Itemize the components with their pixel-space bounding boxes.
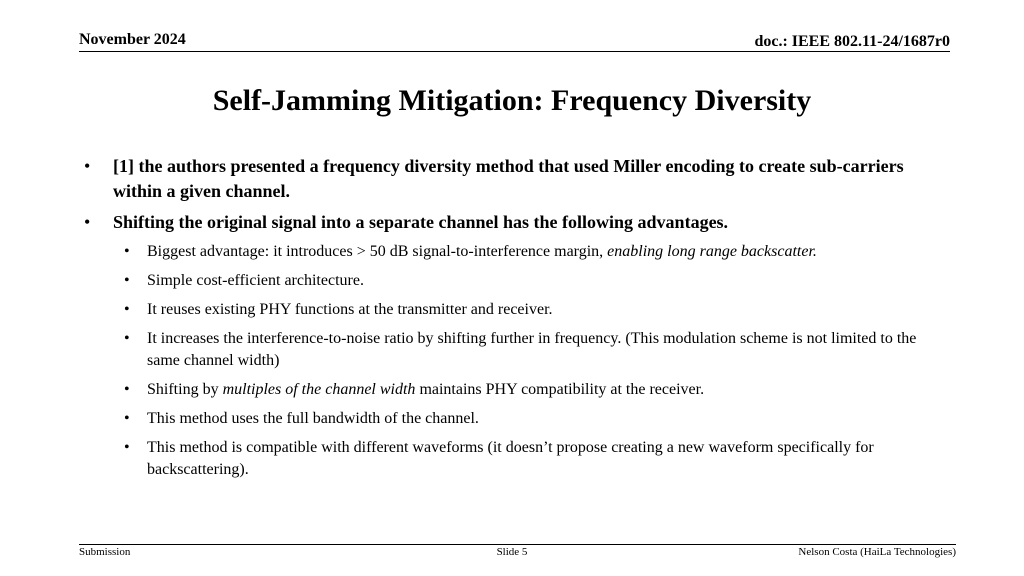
bullet-level2	[84, 379, 950, 401]
header-doc-id: doc.: IEEE 802.11-24/1687r0	[754, 33, 950, 50]
bullet-dot: •	[124, 410, 130, 427]
header-date: November 2024	[79, 31, 186, 48]
bullet-level2	[84, 299, 950, 321]
bullet-emphasis: multiples of the channel width	[222, 381, 416, 398]
bullet-text: Simple cost-efficient architecture.	[147, 272, 364, 289]
bullet-level2	[84, 408, 950, 430]
bullet-dot: •	[124, 439, 130, 456]
bullet-dot: •	[124, 301, 130, 318]
bullet-text: This method is compatible with different waveforms (it doesn’t propose creating a new waveform specifically for backscattering).	[147, 439, 874, 478]
bullet-text: maintains PHY compatibility at the receiver.	[415, 381, 705, 398]
bullet-emphasis: enabling long range backscatter.	[607, 243, 817, 260]
bullet-text: It reuses existing PHY functions at the transmitter and receiver.	[147, 301, 553, 318]
bullet-level2	[84, 437, 950, 481]
bullet-dot: •	[124, 272, 130, 289]
bullet-text: Biggest advantage: it introduces > 50 dB signal-to-interference margin,	[147, 243, 608, 260]
bullet-text: Shifting by	[147, 381, 223, 398]
bullet-dot: •	[84, 212, 91, 232]
bullet-text: [1] the authors presented a frequency diversity method that used Miller encoding to create sub-carriers within a given channel.	[113, 156, 904, 201]
bullet-level1	[84, 154, 950, 204]
bullet-text: This method uses the full bandwidth of the channel.	[147, 410, 479, 427]
footer-submission: Submission	[79, 546, 131, 558]
bullet-level2	[84, 270, 950, 292]
slide-title: Self-Jamming Mitigation: Frequency Diversity	[212, 84, 812, 117]
bullet-level1	[84, 210, 950, 235]
footer-divider	[79, 544, 956, 545]
bullet-dot: •	[124, 330, 130, 347]
bullet-text: It increases the interference-to-noise ratio by shifting further in frequency. (This modulation scheme is not limited to the same channel width)	[147, 330, 917, 369]
bullet-level2	[84, 328, 950, 372]
footer-slide-number: Slide 5	[496, 546, 528, 558]
header-divider	[79, 51, 950, 52]
slide-body	[84, 154, 950, 488]
bullet-text: Shifting the original signal into a separate channel has the following advantages.	[113, 212, 729, 232]
bullet-dot: •	[124, 243, 130, 260]
bullet-level2	[84, 241, 950, 263]
footer-author: Nelson Costa (HaiLa Technologies)	[798, 546, 956, 558]
bullet-dot: •	[124, 381, 130, 398]
bullet-dot: •	[84, 156, 91, 176]
